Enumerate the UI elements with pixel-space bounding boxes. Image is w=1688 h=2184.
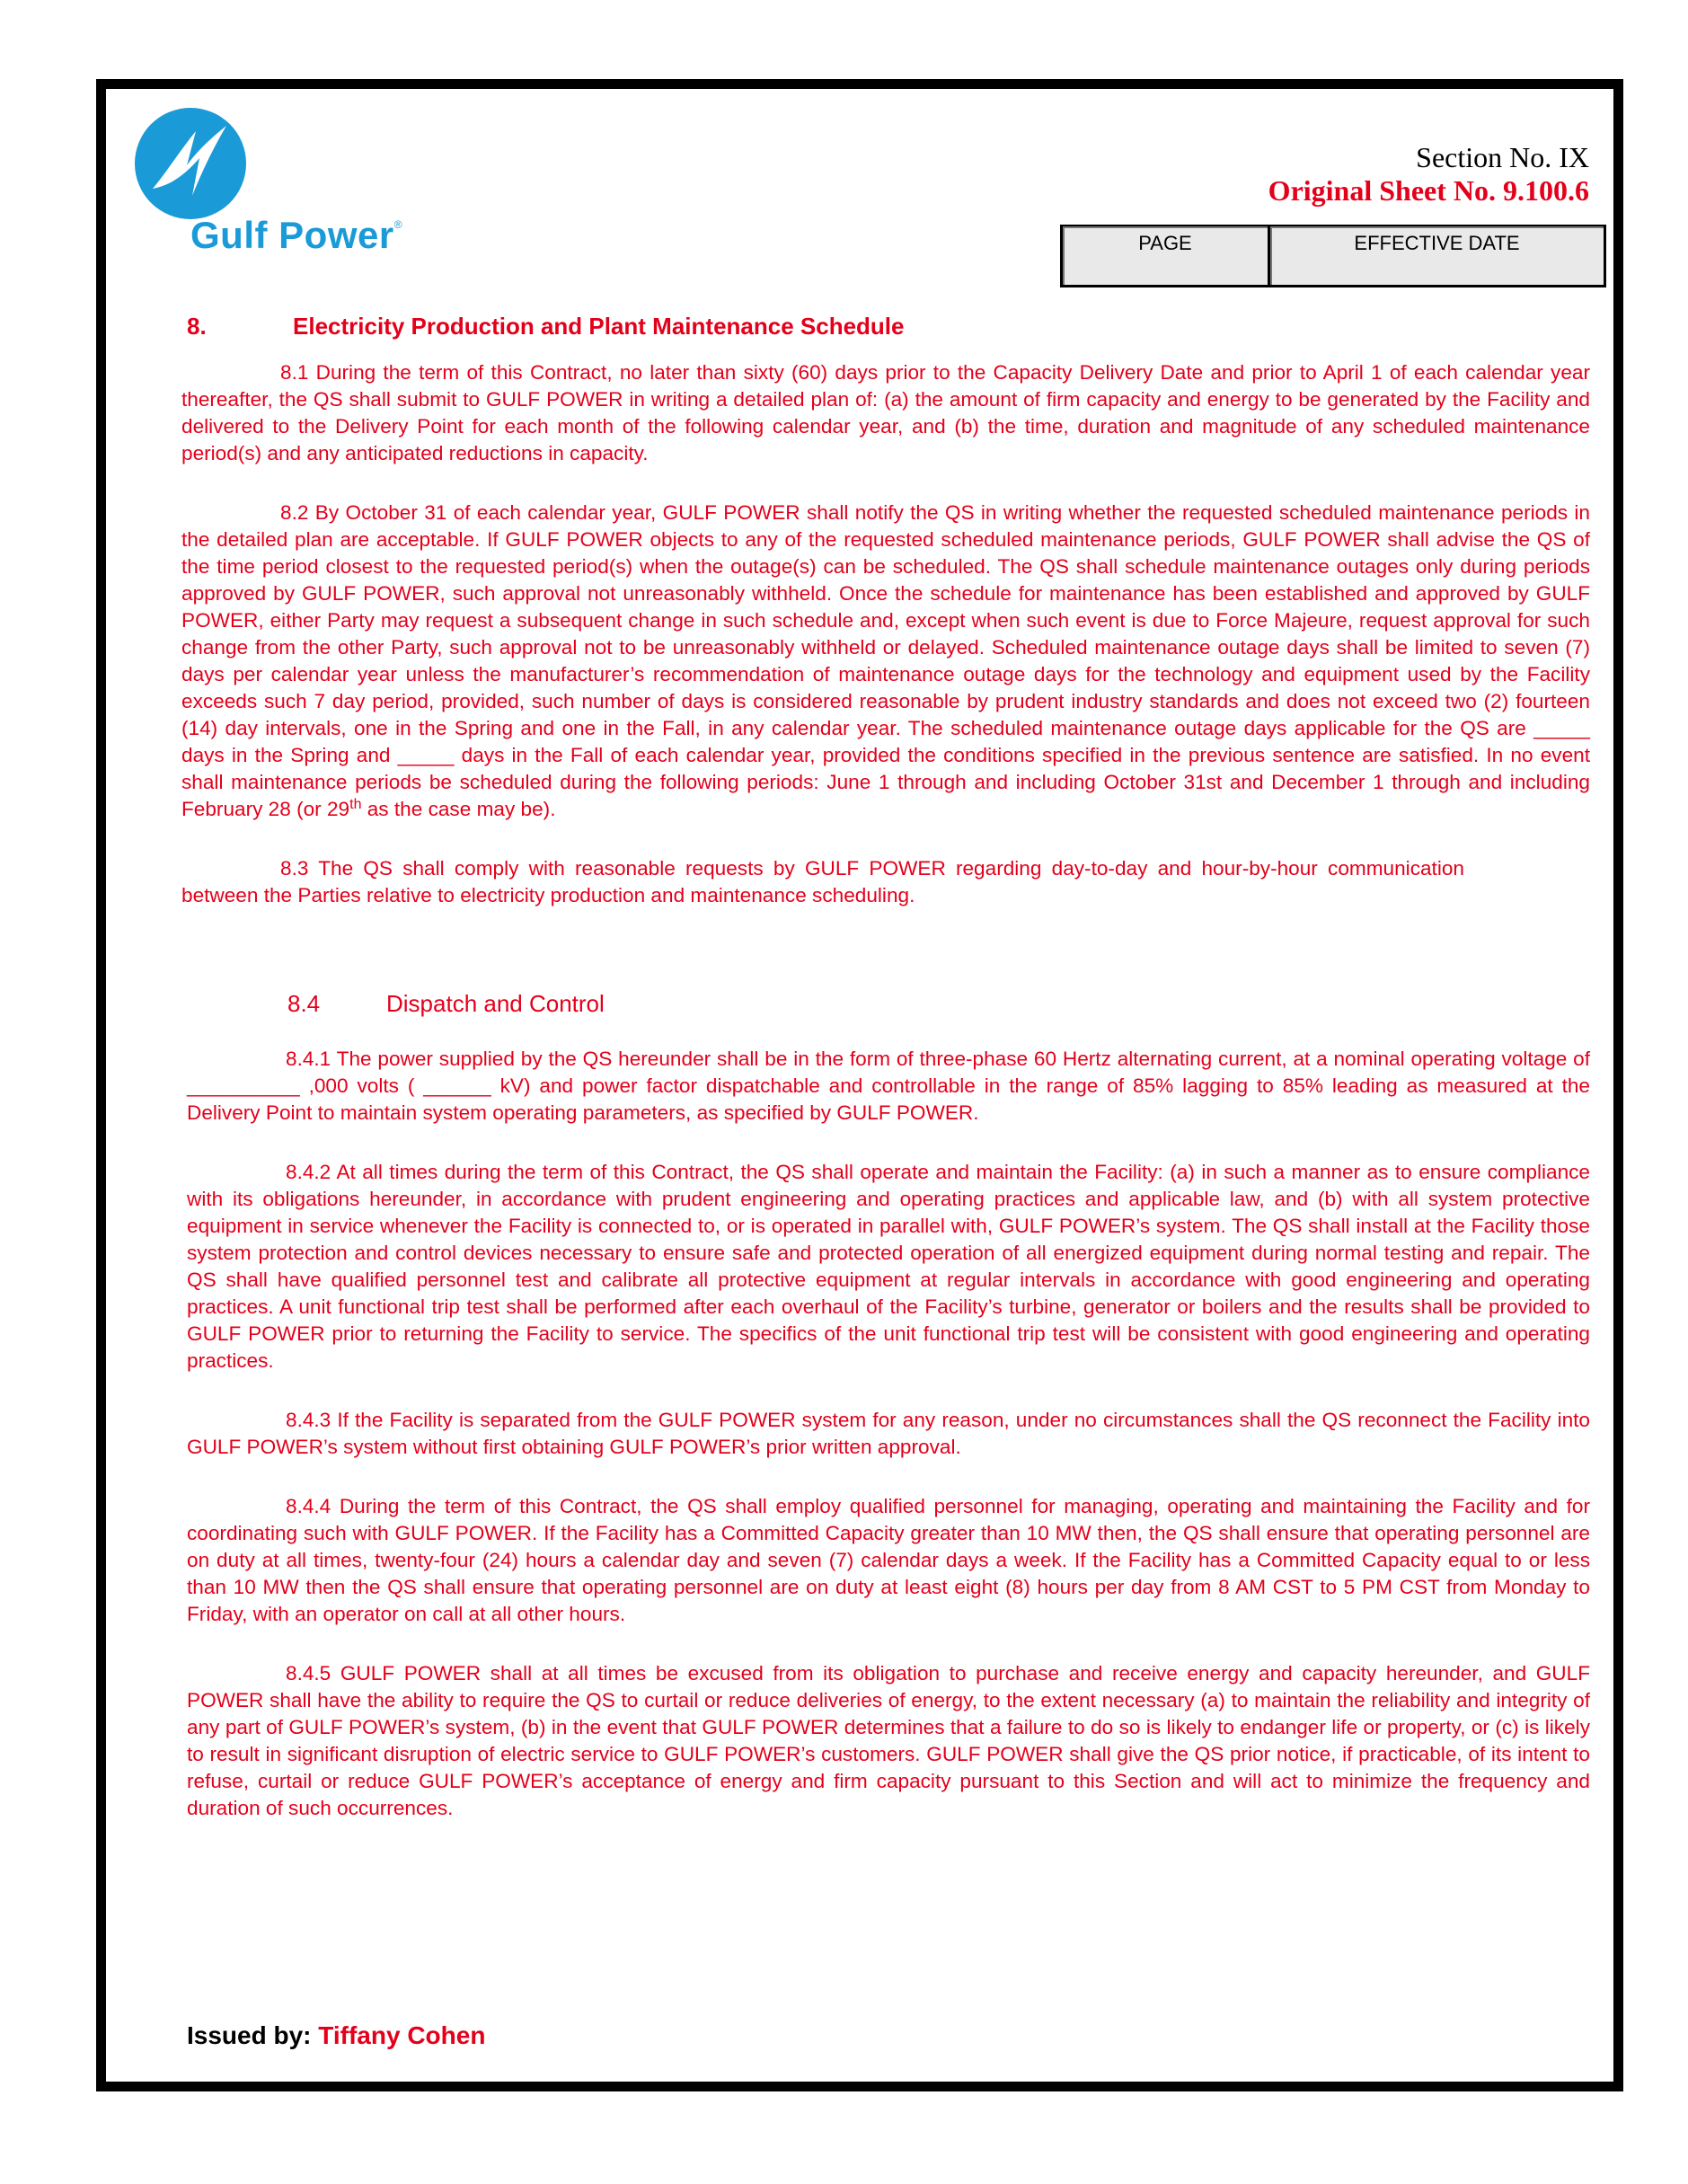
paragraph-8-4-5: 8.4.5 GULF POWER shall at all times be excused from its obligation to purchase and receive energy and capacity hereunder, and GULF POWER shall have the ability to require the QS to curtail or reduce deliveries of energy, to the extent necessary (a) to maintain the reliability and integrity of any part of GULF POWER’s system, (b) in the event that GULF POWER determines that a failure to do so is likely to endanger life or property, or (c) is likely to result in significant disruption of electric service to GULF POWER’s customers. GULF POWER shall give the QS prior notice, if practicable, of its intent to refuse, curtail or reduce GULF POWER’s acceptance of energy and firm capacity pursuant to this Section and will act to minimize the frequency and duration of such occurrences. <box>187 1662 1590 1819</box>
page-effective-date-table <box>1060 225 1606 287</box>
document-body <box>181 305 1590 1854</box>
paragraph-8-4-3: 8.4.3 If the Facility is separated from the GULF POWER system for any reason, under no circumstances shall the QS reconnect the Facility into GULF POWER’s system without first obtaining GULF POWER’s prior written approval. <box>187 1409 1590 1458</box>
subsection-heading-8-4 <box>287 990 1590 1017</box>
ordinal-superscript: th <box>349 797 362 812</box>
issued-by-label: Issued by: <box>187 2021 319 2049</box>
issuer-name: Tiffany Cohen <box>318 2021 486 2049</box>
paragraph-8-2-end: as the case may be). <box>361 798 556 820</box>
subsection-number: 8.4 <box>287 990 321 1017</box>
section-number: Section No. IX <box>1416 141 1589 173</box>
sheet-number: Original Sheet No. 9.100.6 <box>1268 174 1589 207</box>
paragraph-8-2-text: 8.2 By October 31 of each calendar year, GULF POWER shall notify the QS in writing whether the requested scheduled maintenance periods in the detailed plan are acceptable. If GULF POWER objects to any of the requested scheduled maintenance periods, GULF POWER shall advise the QS of the time period closest to the requested period(s) when the outage(s) can be scheduled. The QS shall schedule maintenance outages only during periods approved by GULF POWER, such approval not unreasonably withheld. Once the schedule for maintenance has been established and approved by GULF POWER, either Party may request a subsequent change in such schedule and, except when such event is due to Force Majeure, request approval for such change from the other Party, such approval not to be unreasonably withheld or delayed. Scheduled maintenance outage days shall be limited to seven (7) days per calendar year unless the manufacturer’s recommendation of maintenance outage days for the technology and equipment used by the Facility exceeds such 7 day period, provided, such number of days is considered reasonable by prudent industry standards and does not exceed two (2) fourteen (14) day intervals, one in the Spring and one in the Fall, in any calendar year. The scheduled maintenance outage days applicable for the QS are _____ days in the Spring and _____ days in the Fall of each calendar year, provided the conditions specified in the previous sentence are satisfied. In no event shall maintenance periods be scheduled during the following periods: June 1 through and including October 31st and December 1 through and including February 28 (or 29 <box>181 501 1590 820</box>
effective-date-column-header: EFFECTIVE DATE <box>1269 225 1605 287</box>
paragraph-8-4-1: 8.4.1 The power supplied by the QS hereunder shall be in the form of three-phase 60 Hertz alternating current, at a nominal operating voltage of __________ ,000 volts ( ______ kV) and power factor dispatchable and controllable in the range of 85% lagging to 85% leading as measured at the Delivery Point to maintain system operating parameters, as specified by GULF POWER. <box>187 1048 1590 1124</box>
issued-by <box>187 2021 485 2050</box>
section-heading <box>181 313 1590 340</box>
paragraph-8-2 <box>181 500 1590 823</box>
paragraph-8-1: 8.1 During the term of this Contract, no later than sixty (60) days prior to the Capacity Delivery Date and prior to April 1 of each calendar year thereafter, the QS shall submit to GULF POWER in writing a detailed plan of: (a) the amount of firm capacity and energy to be generated by the Facility and delivered to the Delivery Point for each month of the following calendar year, and (b) the time, duration and magnitude of any scheduled maintenance period(s) and any anticipated reductions in capacity. <box>181 361 1590 464</box>
gulf-power-logo-icon <box>133 106 248 221</box>
paragraph-8-4-4: 8.4.4 During the term of this Contract, the QS shall employ qualified personnel for managing, operating and maintaining the Facility and for coordinating such with GULF POWER. If the Facility has a Committed Capacity greater than 10 MW then, the QS shall ensure that operating personnel are on duty at all times, twenty-four (24) hours a calendar day and seven (7) calendar days a week. If the Facility has a Committed Capacity equal to or less than 10 MW then the QS shall ensure that operating personnel are on duty at least eight (8) hours per day from 8 AM CST to 5 PM CST from Monday to Friday, with an operator on call at all other hours. <box>187 1495 1590 1625</box>
section-heading-title: Electricity Production and Plant Maintenance Schedule <box>293 313 905 340</box>
logo-wordmark: Gulf Power® <box>190 214 403 256</box>
section-heading-number: 8. <box>187 313 207 340</box>
paragraph-8-4-2: 8.4.2 At all times during the term of this Contract, the QS shall operate and maintain the Facility: (a) in such a manner as to ensure compliance with its obligations hereunder, in accordance with prudent engineering and operating practices and applicable law, and (b) with all system protective equipment in service whenever the Facility is connected to, or is operated in parallel with, GULF POWER’s system. The QS shall install at the Facility those system protection and control devices necessary to ensure safe and protected operation of all energized equipment during normal testing and repair. The QS shall have qualified personnel test and calibrate all protective equipment at regular intervals in accordance with good engineering and operating practices. A unit functional trip test shall be performed after each overhaul of the Facility’s turbine, generator or boilers and the results shall be provided to GULF POWER prior to returning the Facility to service. The specifics of the unit functional trip test will be consistent with good engineering and operating practices. <box>187 1161 1590 1372</box>
page-column-header: PAGE <box>1062 225 1269 287</box>
paragraph-8-3: 8.3 The QS shall comply with reasonable requests by GULF POWER regarding day-to-day and hour-by-hour communication between the Parties relative to electricity production and maintenance scheduling. <box>181 857 1464 906</box>
subsection-title: Dispatch and Control <box>386 990 605 1017</box>
